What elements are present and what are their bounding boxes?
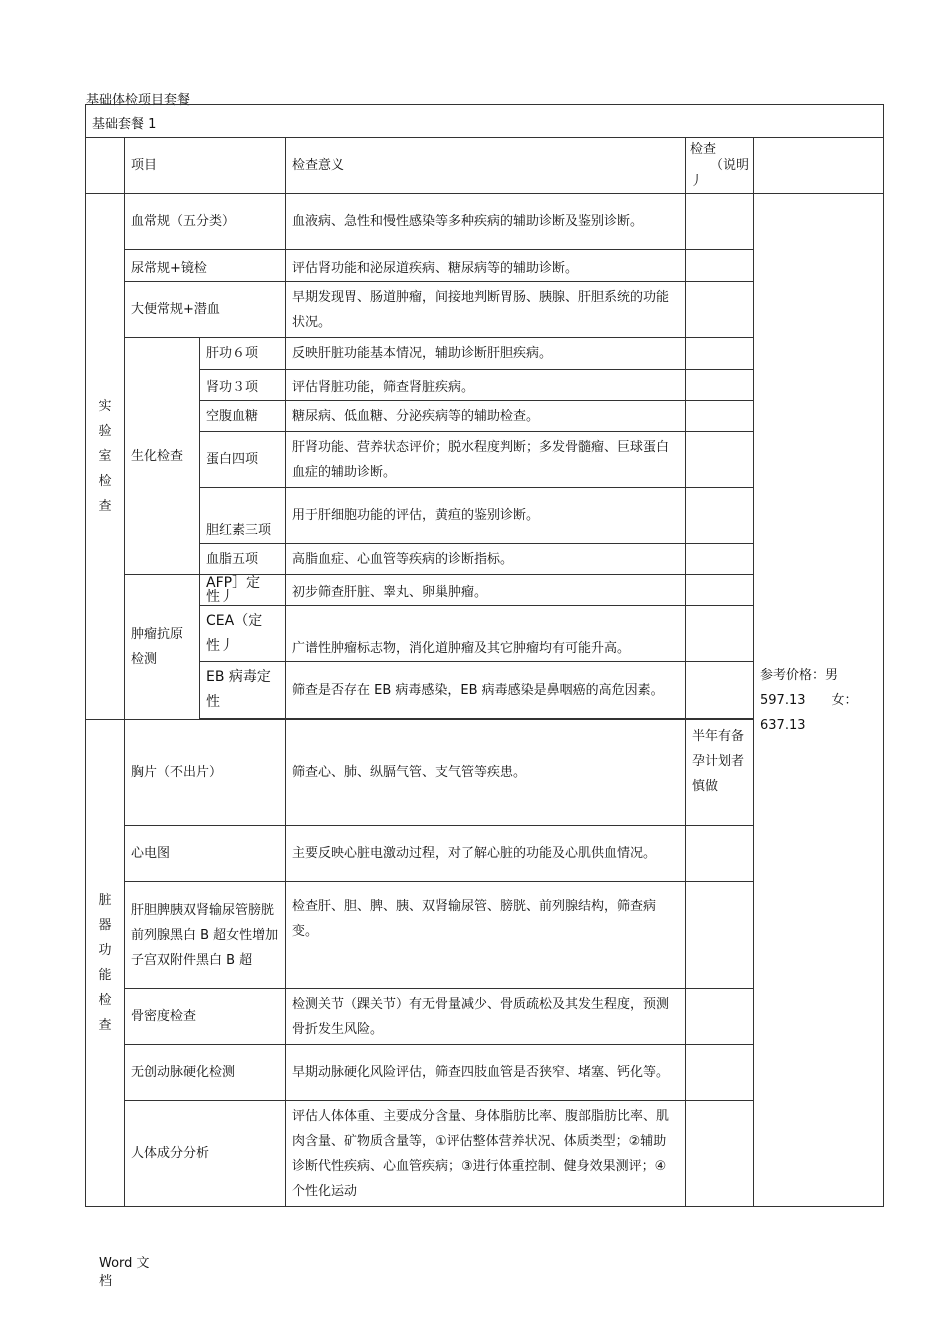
meaning-urine: 评估肾功能和泌尿道疾病、糖尿病等的辅助诊断。 <box>286 250 686 282</box>
footer-line1: Word 文 <box>99 1256 150 1271</box>
item-arteriosclerosis: 无创动脉硬化检测 <box>125 1045 286 1101</box>
meaning-lipid: 高脂血症、心血管等疾病的诊断指标。 <box>286 544 686 575</box>
note-cell <box>686 826 754 882</box>
tumor-label: 肿瘤抗原 检测 <box>125 575 200 720</box>
item-bilirubin: 胆红素三项 <box>200 488 286 544</box>
meaning-ecg: 主要反映心脏电激动过程，对了解心脏的功能及心肌供血情况。 <box>286 826 686 882</box>
header-price-blank <box>754 138 884 194</box>
price-cell <box>754 194 884 1207</box>
item-liver: 肝功６项 <box>200 338 286 370</box>
note-cell <box>686 370 754 401</box>
note-cell <box>686 1101 754 1207</box>
note-cell <box>686 544 754 575</box>
meaning-chest-xray: 筛查心、肺、纵膈气管、支气管等疾患。 <box>286 720 686 826</box>
meaning-liver: 反映肝脏功能基本情况，辅助诊断肝胆疾病。 <box>286 338 686 370</box>
header-meaning: 检查意义 <box>286 138 686 194</box>
meaning-bilirubin: 用于肝细胞功能的评估，黄疸的鉴别诊断。 <box>286 488 686 544</box>
item-bone-density: 骨密度检查 <box>125 989 286 1045</box>
header-note-line3: 丿 <box>690 173 704 189</box>
package-table <box>85 104 884 1207</box>
note-cell <box>686 338 754 370</box>
note-cell <box>686 401 754 432</box>
price-line3: 637.13 <box>760 717 806 733</box>
lab-section-label: 实 验 室 检 查 <box>86 194 125 720</box>
header-item: 项目 <box>125 138 286 194</box>
package-name-cell <box>86 105 884 138</box>
price-line2: 597.13 女： <box>760 692 858 708</box>
note-cell <box>686 989 754 1045</box>
note-cell <box>686 282 754 338</box>
header-blank <box>86 138 125 194</box>
table-header-row <box>86 138 884 194</box>
item-blood: 血常规（五分类） <box>125 194 286 250</box>
document-title: 基础体检项目套餐 <box>86 93 191 108</box>
item-protein: 蛋白四项 <box>200 432 286 488</box>
note-chest-xray: 半年有备孕计划者慎做 <box>686 720 754 826</box>
note-cell <box>686 194 754 250</box>
note-cell <box>686 1045 754 1101</box>
meaning-bone-density: 检测关节（踝关节）有无骨量减少、骨质疏松及其发生程度，预测骨折发生风险。 <box>286 989 686 1045</box>
note-cell <box>686 575 754 606</box>
biochem-label: 生化检查 <box>125 338 200 575</box>
note-cell <box>686 432 754 488</box>
footer-label <box>99 1255 150 1291</box>
meaning-body-composition: 评估人体体重、主要成分含量、身体脂肪比率、腹部脂肪比率、肌肉含量、矿物质含量等，①评估整体营养状况、体质类型；②辅助诊断代性疾病、心血管疾病；③进行体重控制、健身效果测评；④个性化运动 <box>286 1101 686 1207</box>
meaning-cea: 广谱性肿瘤标志物，消化道肿瘤及其它肿瘤均有可能升高。 <box>286 606 686 662</box>
meaning-blood: 血液病、急性和慢性感染等多种疾病的辅助诊断及鉴别诊断。 <box>286 194 686 250</box>
meaning-arteriosclerosis: 早期动脉硬化风险评估，筛查四肢血管是否狭窄、堵塞、钙化等。 <box>286 1045 686 1101</box>
footer-line2: 档 <box>99 1274 113 1289</box>
note-cell <box>686 662 754 719</box>
meaning-glucose: 糖尿病、低血糖、分泌疾病等的辅助检查。 <box>286 401 686 432</box>
note-cell <box>686 882 754 989</box>
meaning-stool: 早期发现胃、肠道肿瘤，间接地判断胃肠、胰腺、肝胆系统的功能状况。 <box>286 282 686 338</box>
table-row <box>86 194 884 250</box>
item-body-composition: 人体成分分析 <box>125 1101 286 1207</box>
header-note <box>686 138 754 194</box>
item-eb: EB 病毒定 性 <box>200 662 286 719</box>
header-note-line1: 检查 <box>690 141 717 157</box>
item-chest-xray: 胸片（不出片） <box>125 720 286 826</box>
price-line1: 参考价格：男 <box>760 667 839 683</box>
item-urine: 尿常规+镜检 <box>125 250 286 282</box>
header-note-line2: （说明 <box>709 157 749 173</box>
meaning-afp: 初步筛查肝脏、睾丸、卵巢肿瘤。 <box>286 575 686 606</box>
item-kidney: 肾功３项 <box>200 370 286 401</box>
item-cea: CEA（定 性丿 <box>200 606 286 662</box>
item-ecg: 心电图 <box>125 826 286 882</box>
meaning-kidney: 评估肾脏功能，筛查肾脏疾病。 <box>286 370 686 401</box>
note-cell <box>686 250 754 282</box>
item-lipid: 血脂五项 <box>200 544 286 575</box>
item-glucose: 空腹血糖 <box>200 401 286 432</box>
note-cell <box>686 606 754 662</box>
package-name: 基础套餐 1 <box>92 117 157 132</box>
meaning-protein: 肝肾功能、营养状态评价；脱水程度判断；多发骨髓瘤、巨球蛋白血症的辅助诊断。 <box>286 432 686 488</box>
organ-section-label: 脏 器 功 能 检 查 <box>86 720 125 1207</box>
note-cell <box>686 488 754 544</box>
item-afp: AFP］定 性丿 <box>200 575 286 606</box>
item-ultrasound: 肝胆脾胰双肾输尿管膀胱前列腺黑白 B 超女性增加子宫双附件黑白 B 超 <box>125 882 286 989</box>
meaning-ultrasound: 检查肝、胆、脾、胰、双肾输尿管、膀胱、前列腺结构，筛查病变。 <box>286 882 686 989</box>
meaning-eb: 筛查是否存在 EB 病毒感染，EB 病毒感染是鼻咽癌的高危因素。 <box>286 662 686 719</box>
item-stool: 大便常规+潜血 <box>125 282 286 338</box>
